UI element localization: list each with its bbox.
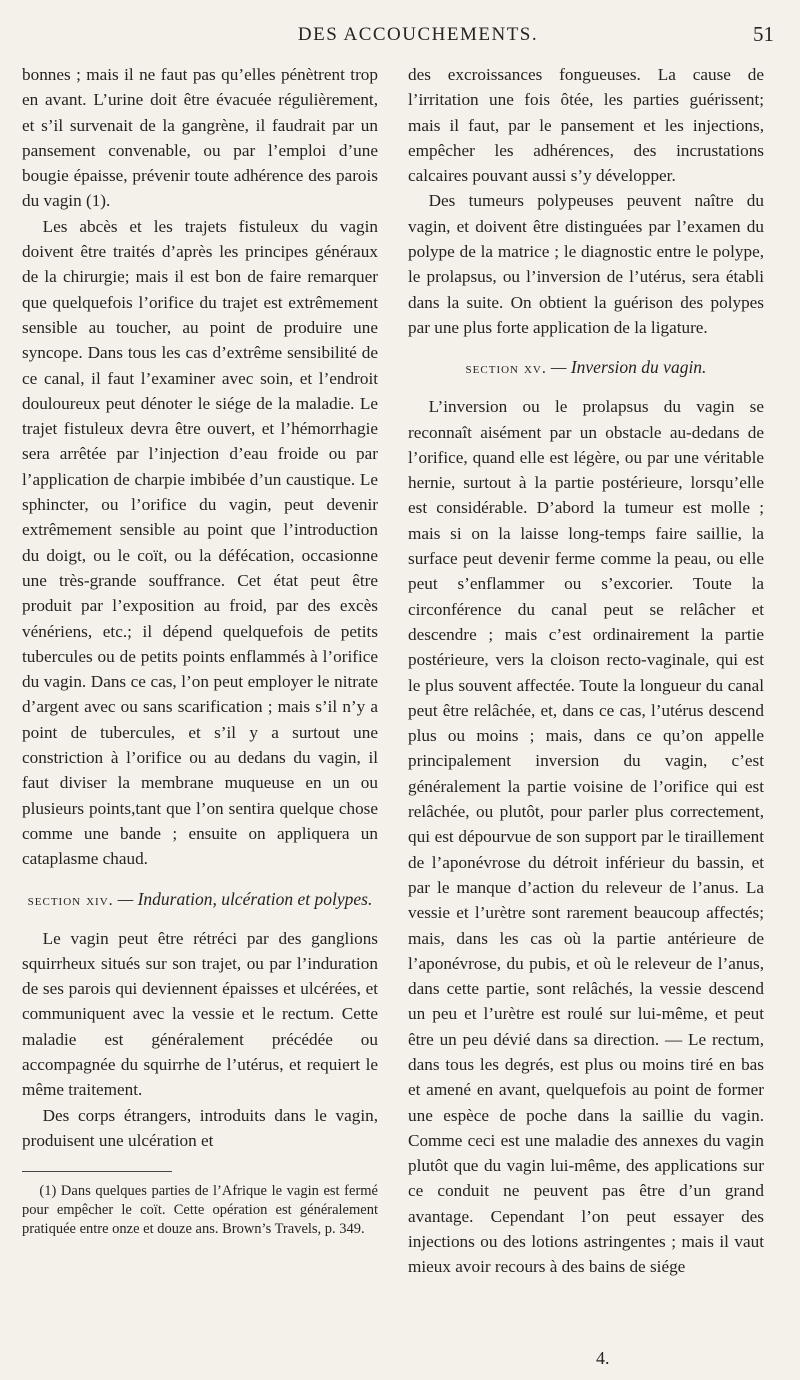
footnote-divider <box>22 1171 172 1172</box>
right-paragraph-2: Des tumeurs polypeuses peuvent naître du vagin, et doivent être distinguées par l’examen du polype de la matrice ; le diagnostic entre le polype, le prolapsus, ou l’inversion de l’utérus, sera établi dans la suite. On obtient la guérison des polypes par une plus forte application de la ligature. <box>408 191 764 337</box>
left-column <box>22 62 378 1239</box>
footnote: (1) Dans quelques parties de l’Afrique le vagin est fermé pour empêcher le coït. Cette opération est généralement pratiquée entre onze et douze ans. Brown’s Travels, p. 349. <box>22 1183 378 1238</box>
left-paragraph-3: Le vagin peut être rétréci par des ganglions squirrheux situés sur son trajet, ou par l’induration de ses parois qui deviennent épaisses et ulcérées, et communiquent avec la vessie et le rectum. Cette maladie est généralement précédée ou accompagnée du squirrhe de l’utérus, et requiert le même traitement. <box>22 928 378 1100</box>
page-number: 51 <box>753 22 774 46</box>
section-label: section xv. <box>465 360 547 378</box>
right-column <box>408 62 764 1280</box>
running-title: DES ACCOUCHEMENTS. <box>297 24 539 45</box>
right-paragraph-1: des excroissances fongueuses. La cause de l’irritation une fois ôtée, les parties guérissent; mais il faut, par le pansement et les injections, empêcher les adhérences, des incrustations calcaires pouvant aussi s’y développer. <box>408 65 764 186</box>
section-heading-xv <box>408 356 764 380</box>
section-label: section xiv. <box>27 891 114 909</box>
left-paragraph-4: Des corps étrangers, introduits dans le vagin, produisent une ulcération et <box>22 1105 378 1150</box>
section-heading-xiv <box>22 888 378 912</box>
signature-mark: 4. <box>596 1348 610 1368</box>
right-paragraph-3: L’inversion ou le prolapsus du vagin se reconnaît aisément par un obstacle au-dedans de l’orifice, quand elle est légère, ou par une véritable hernie, surtout à la partie postérieure, lorsqu’elle est considérable. D’abord la tumeur est molle ; mais si on la laisse long-temps faire saillie, la surface peut devenir ferme comme la peau, ou elle peut s’enflammer ou s’excorier. Toute la circonférence du canal peut se relâcher et descendre ; mais c’est ordinairement la partie postérieure, vers la cloison recto-vaginale, qui est le plus souvent affectée. Toute la longueur du canal peut être relâchée, et, dans ce cas, l’utérus descend plus ou moins ; mais, dans ce qu’on appelle principalement inversion du vagin, c’est généralement la partie voisine de l’orifice qui est relâchée, ou plutôt, pour parler plus correctement, qui est dépourvue de son support par le tiraillement de l’aponévrose du détroit inférieur du bassin, et par le manque d’action du releveur de l’anus. La vessie et l’urètre sont rarement beaucoup affectés; mais, dans les cas où la partie antérieure de l’aponévrose, du pubis, et où le releveur de l’anus, dans cette partie, sont relâchés, la vessie descend un peu et l’urètre est roulé sur lui-même, et peut être un peu dévié dans sa direction. — Le rectum, dans tous les degrés, est plus ou moins tiré en bas et amené en avant, quelquefois au point de former une espèce de poche dans la saillie du vagin. Comme ceci est une maladie des annexes du vagin plutôt que du vagin lui-même, des applications sur ce conduit ne peuvent pas être d’un grand avantage. Cependant l’on peut essayer des injections ou des lotions astringentes ; mais il vaut mieux avoir recours à des bains de siége <box>408 397 764 1277</box>
section-title: — Induration, ulcération et polypes. <box>117 888 373 909</box>
section-title: — Inversion du vagin. <box>550 357 707 378</box>
left-paragraph-1: bonnes ; mais il ne faut pas qu’elles pénètrent trop en avant. L’urine doit être évacuée régulièrement, et s’il survenait de la gangrène, il faudrait par un pansement convenable, ou par l’emploi d’une bougie épaisse, prévenir toute adhérence des parois du vagin (1). <box>22 65 378 211</box>
left-paragraph-2: Les abcès et les trajets fistuleux du vagin doivent être traités d’après les principes généraux de la chirurgie; mais il est bon de faire remarquer que quelquefois l’orifice du trajet est extrêmement sensible au toucher, au point de produire une syncope. Dans tous les cas d’extrême sensibilité de ce canal, il faut l’examiner avec soin, et l’endroit douloureux peut dénoter le siége de la maladie. Le trajet fistuleux devra être ouvert, et l’hémorrhagie sera arrêtée par l’injection d’eau froide ou par l’application de charpie imbibée d’un caustique. Le sphincter, ou l’orifice du vagin, peut devenir extrêmement sensible au point que l’introduction du doigt, ou le coït, ou la défécation, occasionne une très-grande souffrance. Cet état peut être produit par l’exposition au froid, par des excès vénériens, etc.; il dépend quelquefois de petits tubercules ou de petits points enflammés à l’orifice du vagin. Dans ce cas, l’on peut employer le nitrate d’argent avec ou sans scarification ; mais s’il n’y a point de tubercules, et s’il y a surtout une constriction à l’orifice ou au dedans du vagin, il faut diviser la membrane muqueuse en un ou plusieurs points,tant que l’on sentira quelque chose comme une bande ; ensuite on appliquera un cataplasme chaud. <box>22 216 378 869</box>
running-head <box>58 22 778 58</box>
